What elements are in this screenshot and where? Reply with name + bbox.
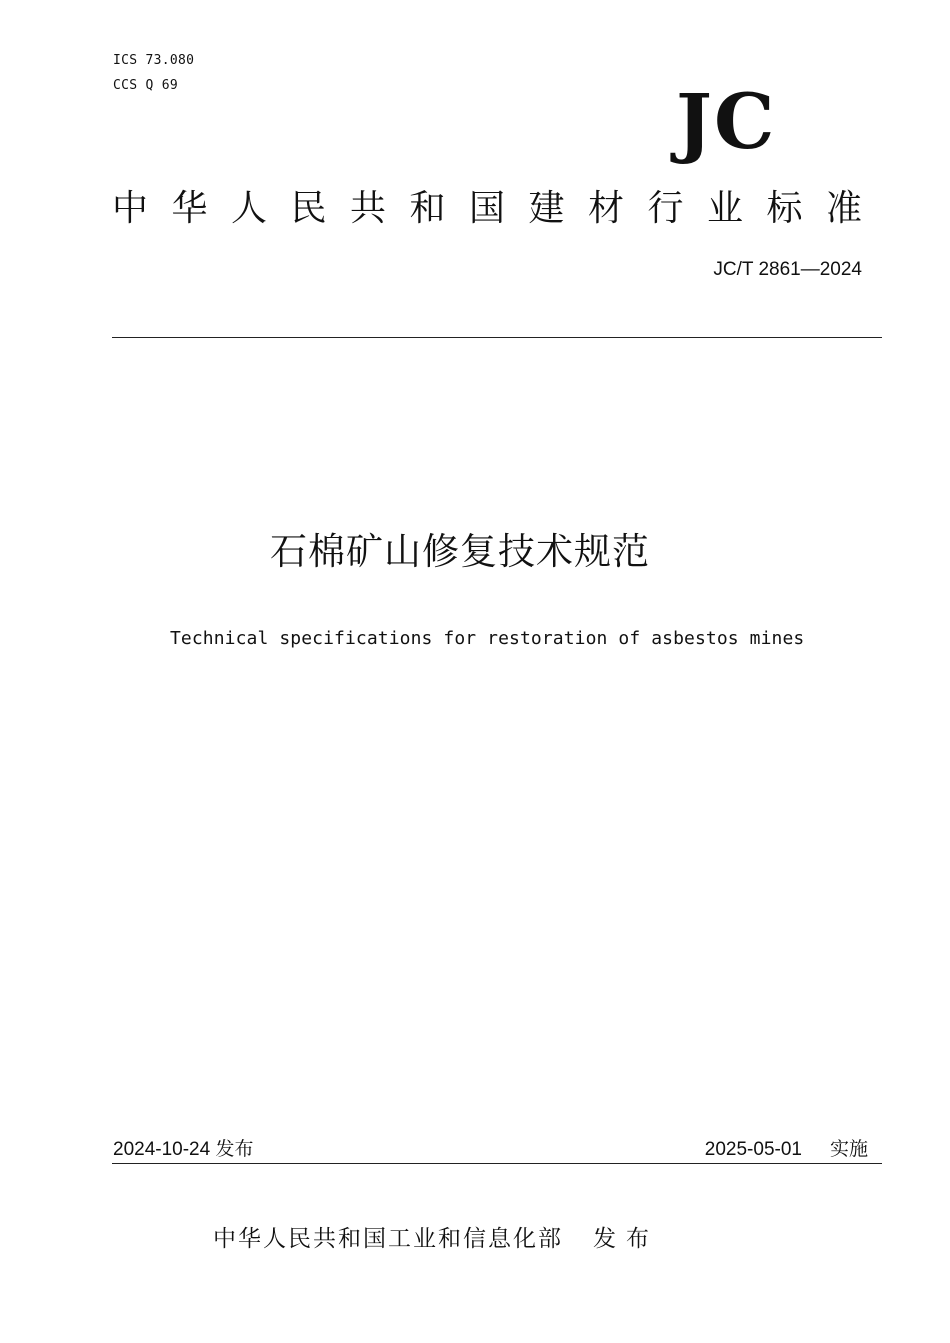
ccs-code: CCS Q 69 (113, 78, 179, 93)
classification-codes (113, 48, 194, 98)
implement-date: 2025-05-01 (704, 1139, 802, 1160)
standard-category-heading: 中华人民共和国建材行业标准 (112, 188, 886, 229)
standard-number: JC/T 2861—2024 (713, 259, 862, 280)
implement-label: 实施 (829, 1139, 868, 1160)
bottom-divider (112, 1163, 882, 1164)
title-chinese: 石棉矿山修复技术规范 (270, 530, 650, 573)
publish-date: 2024-10-24 (113, 1139, 211, 1160)
publish-date-group (113, 1137, 254, 1163)
date-row (112, 1137, 882, 1163)
implement-date-group (705, 1137, 868, 1163)
top-divider (112, 337, 882, 338)
jc-logo: JC (676, 77, 777, 166)
publisher-row (213, 1222, 659, 1256)
title-chinese-wrapper (0, 528, 950, 576)
publisher-action: 发布 (593, 1226, 659, 1252)
publisher-name: 中华人民共和国工业和信息化部 (213, 1226, 563, 1252)
publish-label: 发布 (215, 1139, 254, 1160)
ics-code: ICS 73.080 (113, 53, 195, 68)
title-english: Technical specifications for restoration of asbestos mines (170, 628, 805, 649)
